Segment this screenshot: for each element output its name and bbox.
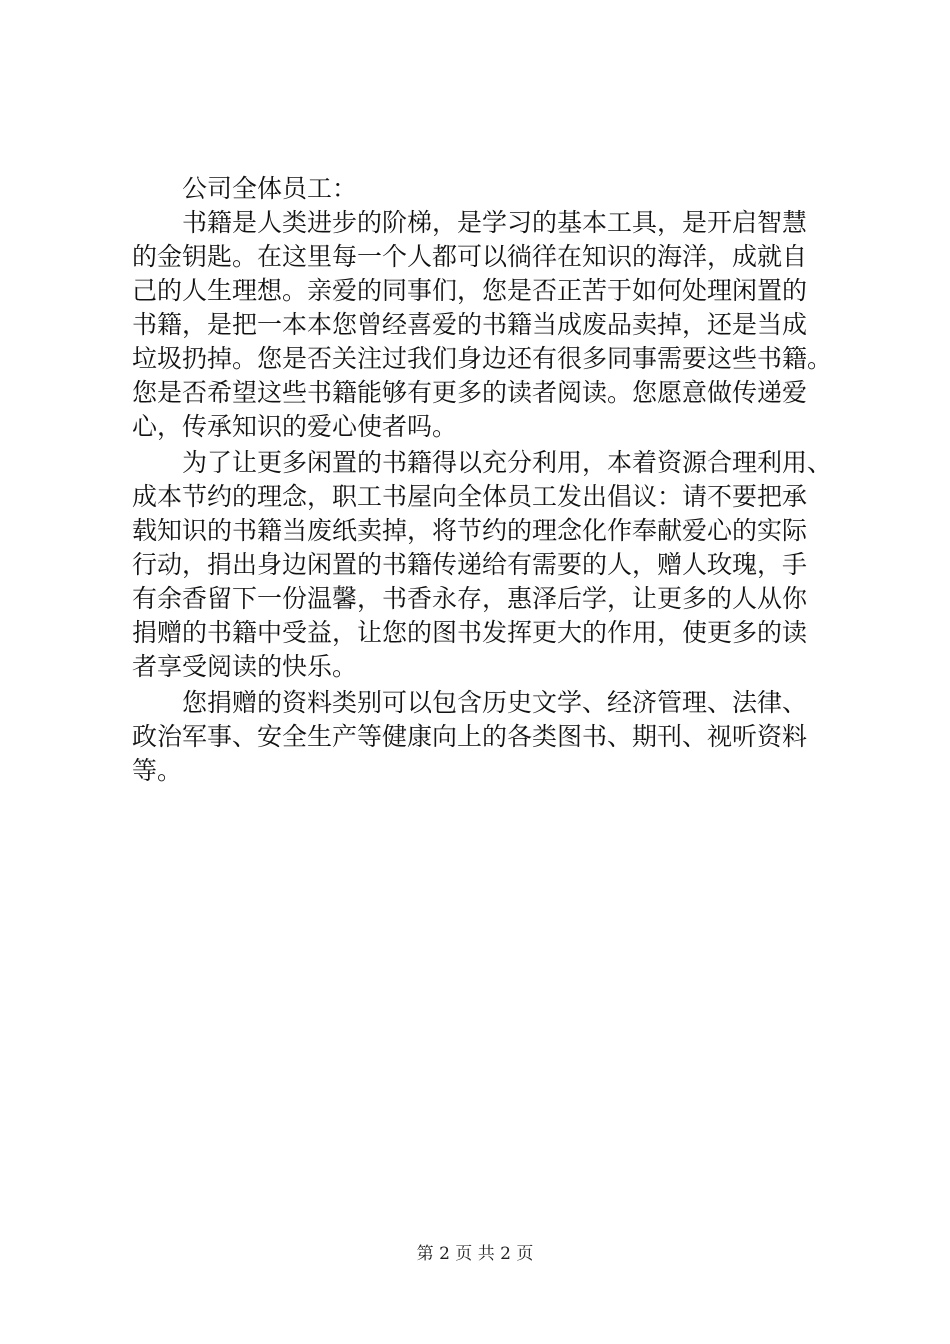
paragraph-1-text-7: 心，传承知识的爱心使者吗。 xyxy=(132,412,458,441)
paragraph-3-text-3: 等。 xyxy=(132,756,183,785)
paragraph-2-line-5 xyxy=(0,582,950,616)
paragraph-1-text-5: 垃圾扔掉。您是否关注过我们身边还有很多同事需要这些书籍。 xyxy=(132,344,833,373)
paragraph-2-line-4 xyxy=(0,548,950,582)
paragraph-1-line-3 xyxy=(0,274,950,308)
paragraph-2-text-5: 有余香留下一份温馨，书香永存，惠泽后学，让更多的人从你 xyxy=(132,584,808,613)
paragraph-1-text-6: 您是否希望这些书籍能够有更多的读者阅读。您愿意做传递爱 xyxy=(132,378,808,407)
paragraph-2-text-1: 为了让更多闲置的书籍得以充分利用，本着资源合理利用、 xyxy=(182,448,833,477)
paragraph-1-line-5 xyxy=(0,342,950,376)
paragraph-1-line-2 xyxy=(0,240,950,274)
page-number-footer: 第 2 页 共 2 页 xyxy=(416,1244,534,1264)
paragraph-1-text-1: 书籍是人类进步的阶梯，是学习的基本工具，是开启智慧 xyxy=(182,208,808,237)
paragraph-1-text-4: 书籍，是把一本本您曾经喜爱的书籍当成废品卖掉，还是当成 xyxy=(132,310,808,339)
paragraph-2-text-4: 行动，捐出身边闲置的书籍传递给有需要的人，赠人玫瑰，手 xyxy=(132,550,808,579)
paragraph-1-text-2: 的金钥匙。在这里每一个人都可以徜徉在知识的海洋，成就自 xyxy=(132,242,808,271)
paragraph-1-text-3: 己的人生理想。亲爱的同事们，您是否正苦于如何处理闲置的 xyxy=(132,276,808,305)
paragraph-1-line-4 xyxy=(0,308,950,342)
paragraph-2-text-3: 载知识的书籍当废纸卖掉，将节约的理念化作奉献爱心的实际 xyxy=(132,516,808,545)
paragraph-1-line-1 xyxy=(0,206,950,240)
salutation-line xyxy=(0,172,950,206)
paragraph-2-line-3 xyxy=(0,514,950,548)
paragraph-3-text-1: 您捐赠的资料类别可以包含历史文学、经济管理、法律、 xyxy=(182,688,808,717)
paragraph-1-line-6 xyxy=(0,376,950,410)
salutation: 公司全体员工： xyxy=(182,174,358,203)
paragraph-3-line-1 xyxy=(0,686,950,720)
paragraph-2-text-7: 者享受阅读的快乐。 xyxy=(132,652,358,681)
paragraph-3-line-2 xyxy=(0,720,950,754)
paragraph-2-line-6 xyxy=(0,616,950,650)
paragraph-2-text-6: 捐赠的书籍中受益，让您的图书发挥更大的作用，使更多的读 xyxy=(132,618,808,647)
paragraph-3-line-3 xyxy=(0,754,950,788)
paragraph-2-line-2 xyxy=(0,480,950,514)
paragraph-2-line-7 xyxy=(0,650,950,684)
paragraph-3-text-2: 政治军事、安全生产等健康向上的各类图书、期刊、视听资料 xyxy=(132,722,808,751)
paragraph-1-line-7 xyxy=(0,410,950,444)
paragraph-2-line-1 xyxy=(0,446,950,480)
paragraph-2-text-2: 成本节约的理念，职工书屋向全体员工发出倡议：请不要把承 xyxy=(132,482,808,511)
